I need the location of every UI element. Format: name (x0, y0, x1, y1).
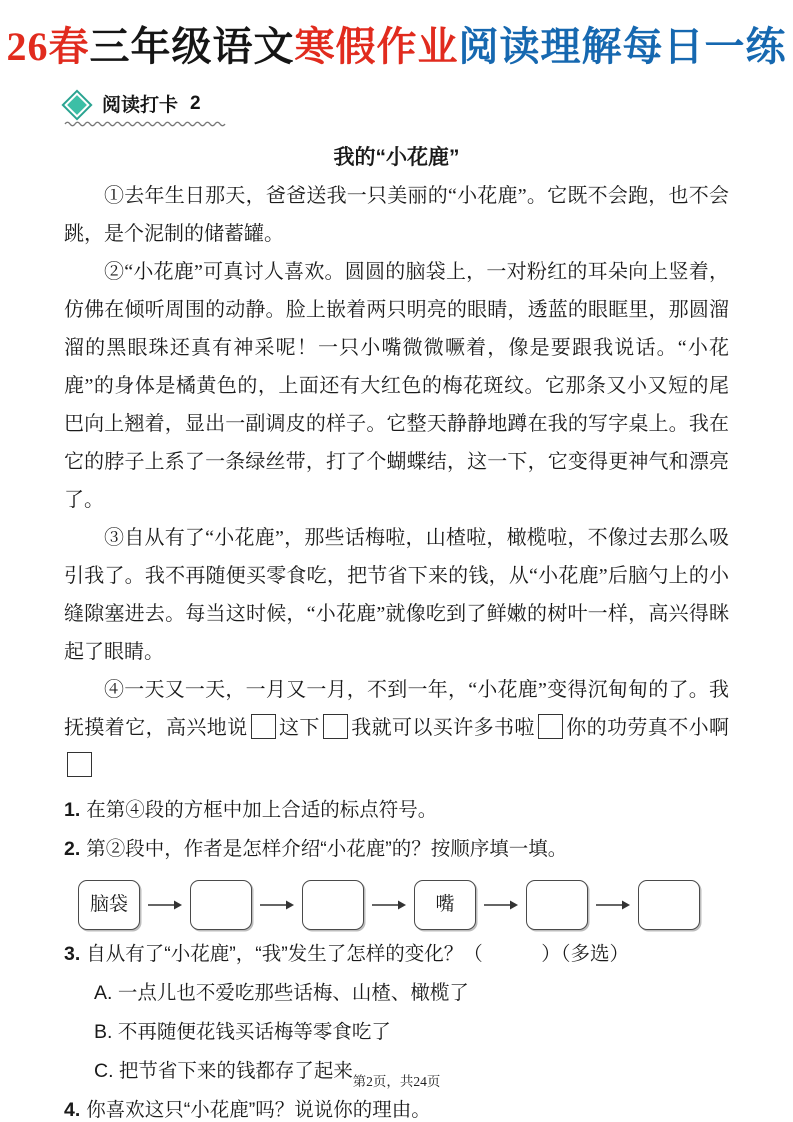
question-number: 2. (64, 838, 81, 860)
paragraph-text: 你的功劳真不小啊 (565, 717, 730, 739)
arrow-right-icon (483, 899, 519, 911)
badge-label: 阅读打卡 (102, 95, 179, 116)
question-number: 3. (64, 943, 81, 965)
question-text: 第②段中，作者是怎样介绍“小花鹿”的？按顺序填一填。 (86, 838, 568, 860)
paragraph-text: ④一天又一天，一月又一月，不到一年，“小花鹿”变得沉甸甸的了。我抚摸着它，高兴地说 (64, 679, 729, 739)
flow-box-empty[interactable] (526, 880, 588, 930)
punctuation-box[interactable] (67, 752, 92, 777)
option-item: C. 把节省下来的钱都存了起来 (94, 1060, 353, 1082)
option-item: B. 不再随便花钱买话梅等零食吃了 (94, 1021, 391, 1043)
title-segment: 阅读理解每日一练 (458, 24, 787, 69)
question-number: 1. (64, 799, 81, 821)
punctuation-box[interactable] (538, 714, 563, 739)
badge-number: 2 (190, 92, 201, 114)
article-paragraph (64, 253, 729, 519)
arrow-right-icon (595, 899, 631, 911)
flow-box-empty[interactable] (638, 880, 700, 930)
paragraph-text: 这下 (278, 717, 320, 739)
question-text: 在第④段的方框中加上合适的标点符号。 (86, 799, 438, 821)
article-body (64, 177, 729, 785)
question-2 (64, 834, 729, 864)
paragraph-text: 我就可以买许多书啦 (350, 717, 535, 739)
page-number: 第2页，共24页 (352, 1074, 441, 1089)
arrow-right-icon (259, 899, 295, 911)
wavy-underline (64, 119, 226, 127)
article-title: 我的“小花鹿” (333, 146, 460, 169)
question-text: 自从有了“小花鹿”，“我”发生了怎样的变化？（ ）（多选） (86, 943, 629, 965)
flow-box-filled[interactable]: 嘴 (414, 880, 476, 930)
paragraph-text: ③自从有了“小花鹿”，那些话梅啦，山楂啦，橄榄啦，不像过去那么吸引我了。我不再随便买零食吃，把节省下来的钱，从“小花鹿”后脑勺上的小缝隙塞进去。每当这时候，“小花鹿”就像吃到了鲜嫩的树叶一样，高兴得眯起了眼睛。 (64, 527, 729, 663)
page-title (0, 0, 793, 70)
paragraph-text: ②“小花鹿”可真讨人喜欢。圆圆的脑袋上，一对粉红的耳朵向上竖着，仿佛在倾听周围的动静。脸上嵌着两只明亮的眼睛，透蓝的眼眶里，那圆溜溜的黑眼珠还真有神采呢！一只小嘴微微噘着，像是要跟我说话。“小花鹿”的身体是橘黄色的，上面还有大红色的梅花斑纹。它那条又小又短的尾巴向上翘着，显出一副调皮的样子。它整天静静地蹲在我的写字桌上。我在它的脖子上系了一条绿丝带，打了个蝴蝶结，这一下，它变得更神气和漂亮了。 (64, 261, 729, 511)
sequence-diagram (78, 880, 729, 930)
article-paragraph (64, 177, 729, 253)
question-3 (64, 939, 729, 1086)
article-paragraph (64, 671, 729, 785)
title-segment: 寒假作业 (294, 24, 459, 69)
title-segment: 三年级语文 (89, 24, 295, 69)
article-paragraph (64, 519, 729, 671)
flow-box-filled[interactable]: 脑袋 (78, 880, 140, 930)
arrow-right-icon (147, 899, 183, 911)
arrow-right-icon (371, 899, 407, 911)
question-number: 4. (64, 1099, 81, 1121)
question-1 (64, 795, 729, 825)
section-badge (64, 90, 205, 127)
title-segment: 26春 (6, 24, 90, 69)
option-item: A. 一点儿也不爱吃那些话梅、山楂、橄榄了 (94, 982, 469, 1004)
punctuation-box[interactable] (323, 714, 348, 739)
diamond-icon (64, 92, 89, 117)
flow-box-empty[interactable] (302, 880, 364, 930)
question-text: 你喜欢这只“小花鹿”吗？说说你的理由。 (86, 1099, 431, 1121)
paragraph-text: ①去年生日那天，爸爸送我一只美丽的“小花鹿”。它既不会跑，也不会跳，是个泥制的储蓄罐。 (64, 185, 729, 245)
flow-box-empty[interactable] (190, 880, 252, 930)
question-4 (64, 1095, 729, 1122)
punctuation-box[interactable] (251, 714, 276, 739)
